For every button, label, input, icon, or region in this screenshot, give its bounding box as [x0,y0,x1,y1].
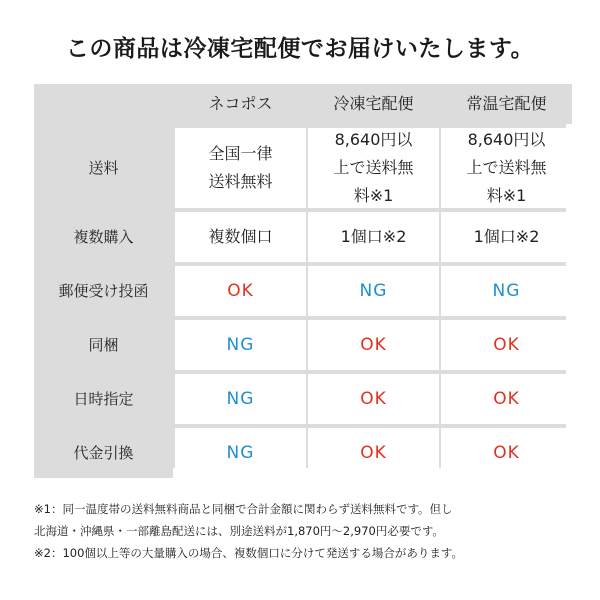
cell-cod-frozen: OK [308,428,439,478]
footnotes [34,498,574,564]
cell-cod-normal: OK [441,428,572,478]
cell-multiple-purchase-nekopos: 複数個口 [175,212,306,262]
cell-shipping-fee-frozen: 8,640円以 上で送料無 料※1 [308,128,439,208]
cell-bundling-nekopos: NG [175,320,306,370]
row-header-bundling: 同梱 [34,320,173,370]
cell-shipping-fee-normal: 8,640円以 上で送料無 料※1 [441,128,572,208]
cell-bundling-normal: OK [441,320,572,370]
cell-multiple-purchase-frozen: 1個口※2 [308,212,439,262]
footnote-1: ※1：同一温度帯の送料無料商品と同梱で合計金額に関わらず送料無料です。但し [34,502,453,516]
footnote-2: ※2：100個以上等の大量購入の場合、複数個口に分けて発送する場合があります。 [34,546,463,560]
row-header-mailbox-delivery: 郵便受け投函 [34,266,173,316]
row-header-cod: 代金引換 [34,428,173,478]
cell-date-time-nekopos: NG [175,374,306,424]
cell-cod-nekopos: NG [175,428,306,478]
shipping-comparison-table [34,84,566,468]
column-header-nekopos: ネコポス [175,84,306,124]
column-header-frozen: 冷凍宅配便 [308,84,439,124]
row-header-date-time: 日時指定 [34,374,173,424]
column-header-normal: 常温宅配便 [441,84,572,124]
cell-mailbox-nekopos: OK [175,266,306,316]
cell-mailbox-normal: NG [441,266,572,316]
row-header-shipping-fee: 送料 [34,128,173,208]
table-corner [34,84,173,124]
cell-date-time-normal: OK [441,374,572,424]
page-title: この商品は冷凍宅配便でお届けいたします。 [65,36,535,62]
cell-bundling-frozen: OK [308,320,439,370]
cell-mailbox-frozen: NG [308,266,439,316]
cell-shipping-fee-nekopos: 全国一律 送料無料 [175,128,306,208]
footnote-1-continued: 北海道・沖縄県・一部離島配送には、別途送料が1,870円〜2,970円必要です。 [34,524,444,538]
cell-multiple-purchase-normal: 1個口※2 [441,212,572,262]
row-header-multiple-purchase: 複数購入 [34,212,173,262]
cell-date-time-frozen: OK [308,374,439,424]
